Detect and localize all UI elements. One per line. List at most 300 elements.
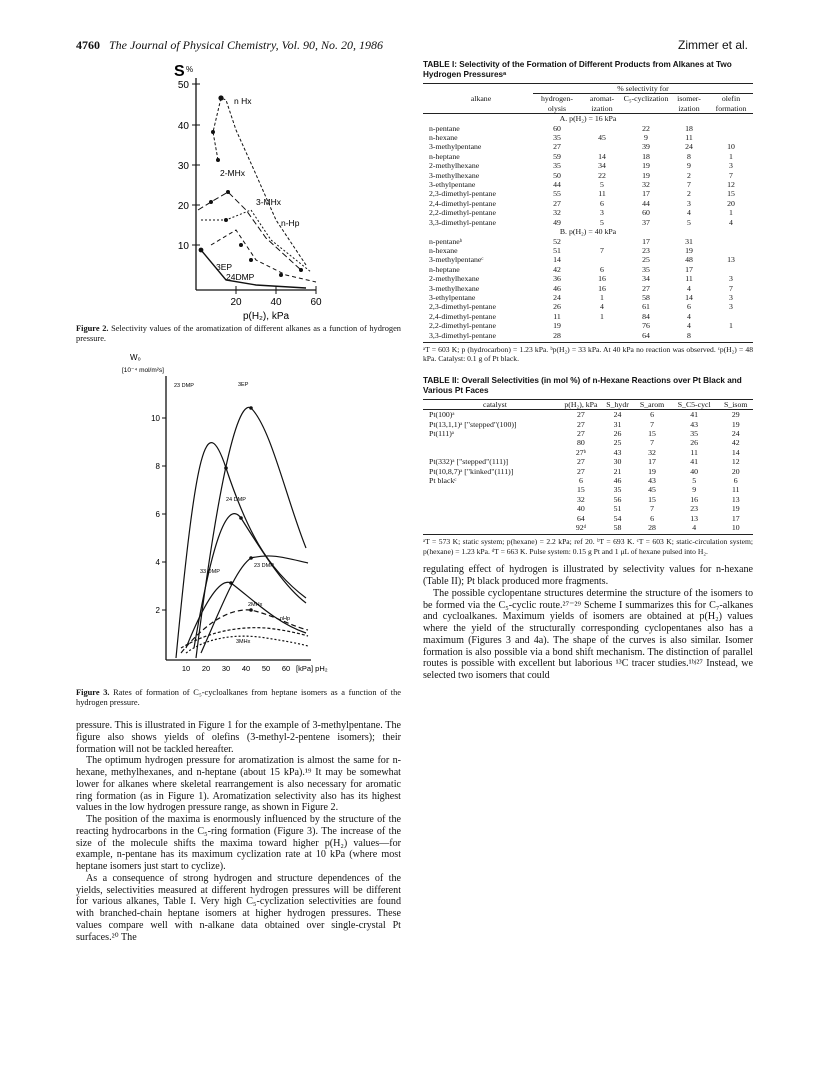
- table-cell: [423, 438, 561, 447]
- table-cell: 45: [648, 485, 656, 495]
- table-cell: 24: [731, 429, 740, 438]
- table-1-body: [423, 114, 753, 340]
- table-row: [423, 504, 753, 513]
- table-cell: 8: [687, 330, 691, 340]
- table-cell: 8: [687, 151, 691, 161]
- table-cell: 26: [690, 438, 699, 448]
- fig2-label: n Hx: [234, 96, 252, 106]
- table-cell: Pt(111)ᵃ: [429, 429, 454, 438]
- table-cell: 6: [687, 302, 691, 312]
- table-cell: 27: [553, 142, 561, 152]
- table-cell: 14: [685, 292, 693, 302]
- curve-2-methylhexane: [198, 192, 301, 270]
- table-2-footnote: ᵃT = 573 K; static system; p(hexane) = 2.2 kPa; ref 20. ᵇT = 693 K. ᶜT = 603 K; static-circulation system; p(hexane) = 1.23 kPa. ᵈT = 663 K. Pulse system: 0.15 g Pt and 1 μL of hexane pulsed into H₂.: [423, 534, 753, 556]
- table-cell: 42: [731, 438, 740, 448]
- fig3-label: nHp: [280, 616, 291, 622]
- table-1-header: isomer-ization: [677, 94, 701, 113]
- table-cell: 31: [613, 419, 622, 429]
- table-cell: 11: [685, 133, 693, 143]
- table-cell: 59: [553, 151, 561, 161]
- table-cell: 18: [642, 151, 650, 161]
- table-cell: 27: [577, 466, 585, 476]
- table-cell: 9: [692, 485, 697, 495]
- table-cell: 51: [553, 245, 561, 255]
- table-cell: 4: [692, 523, 697, 533]
- fig3-ylabel: W₀: [130, 353, 141, 362]
- fig2-ytick: 40: [177, 121, 189, 132]
- table-cell: [581, 331, 623, 340]
- table-cell: 6: [650, 410, 654, 420]
- table-row: [423, 199, 753, 208]
- table-cell: 4: [729, 217, 733, 227]
- table-cell: 35: [553, 161, 561, 171]
- table-cell: 17: [648, 457, 656, 467]
- table-1-header: C₅-cyclization: [623, 94, 669, 104]
- table-cell: 17: [642, 236, 650, 246]
- fig2-curve-labels: [216, 96, 300, 282]
- table-row: [423, 152, 753, 161]
- table-cell: 24: [685, 142, 693, 152]
- table-cell: n-heptane: [429, 151, 460, 161]
- table-cell: n-hexane: [429, 245, 458, 255]
- table-1-span-header: % selectivity for: [533, 84, 753, 94]
- fig2-label: 3EP: [216, 262, 233, 272]
- table-cell: 2: [687, 189, 691, 199]
- table-section-label: B. p(H₂) = 40 kPa: [559, 227, 617, 237]
- table-cell: 21: [613, 466, 622, 476]
- table-row: [423, 476, 753, 485]
- table-cell: 9: [644, 133, 648, 143]
- table-cell: 52: [553, 236, 561, 246]
- table-cell: 4: [687, 208, 691, 218]
- fig3-xtick: 40: [241, 664, 251, 673]
- table-cell: 92ᵈ: [575, 523, 587, 533]
- table-row: [423, 467, 753, 476]
- table-cell: 32: [577, 494, 585, 504]
- table-cell: 27: [577, 457, 585, 467]
- page-header: [76, 38, 748, 54]
- table-cell: 64: [577, 513, 585, 523]
- table-cell: 48: [685, 255, 693, 265]
- fig2-curves: [198, 98, 316, 288]
- fig2-xtick: 40: [270, 297, 282, 308]
- table-cell: 44: [642, 198, 650, 208]
- figure-2-plot: [76, 60, 401, 322]
- table-row: [423, 457, 753, 466]
- table-cell: 46: [613, 476, 622, 486]
- table-cell: 5: [687, 217, 691, 227]
- table-cell: 24: [613, 410, 622, 420]
- table-cell: 1: [600, 292, 604, 302]
- table-cell: 3: [729, 161, 733, 171]
- table-cell: 51: [613, 504, 622, 514]
- running-authors: Zimmer et al.: [677, 38, 748, 52]
- table-2-header: S_C5-cycl: [677, 399, 711, 409]
- table-row: [423, 189, 753, 198]
- fig3-xtick: 60: [281, 664, 291, 673]
- paragraph: As a consequence of strong hydrogen and structure dependences of the yields, selectivities measured at different hydrogen pressures will be different for various alkanes, Table I. Very high C₅-cyclization selectivities are found with branched-chain heptane isomers at higher hydrogen pressures. These values compare well with n-alkane data obtained over single-crystal Pt surfaces.²⁰ The: [76, 872, 401, 943]
- table-cell: 4: [687, 283, 691, 293]
- table-cell: 23: [642, 245, 650, 255]
- table-cell: 28: [648, 523, 656, 533]
- table-cell: 16: [598, 274, 606, 284]
- table-cell: 13: [731, 494, 740, 504]
- table-cell: 25: [613, 438, 622, 448]
- table-cell: 18: [685, 123, 693, 133]
- table-cell: 49: [553, 217, 561, 227]
- table-cell: [581, 321, 623, 330]
- table-1-title: TABLE I: Selectivity of the Formation of Different Products from Alkanes at Two Hydrogen Pressuresᵃ: [423, 60, 732, 79]
- table-cell: 7: [729, 283, 733, 293]
- table-cell: 17: [731, 513, 740, 523]
- table-cell: 2,4-dimethyl-pentane: [429, 311, 496, 321]
- table-cell: 6: [578, 476, 583, 486]
- table-cell: 11: [731, 485, 740, 495]
- fig2-ylabel: S: [174, 63, 185, 80]
- table-cell: 27: [553, 198, 561, 208]
- table-row: [423, 284, 753, 293]
- fig2-xtick: 60: [310, 297, 322, 308]
- table-cell: 4: [687, 311, 691, 321]
- table-cell: 35: [553, 133, 561, 143]
- table-1-header: hydrogen-olysis: [540, 94, 574, 113]
- table-cell: Pt(100)ᵃ: [429, 410, 455, 420]
- table-cell: 35: [613, 485, 622, 495]
- table-cell: [709, 265, 753, 274]
- table-cell: 17: [642, 189, 650, 199]
- left-body-text: [76, 720, 401, 943]
- table-row: [423, 274, 753, 283]
- table-cell: 23: [690, 504, 699, 514]
- table-2: [423, 399, 753, 533]
- table-cell: 41: [690, 457, 699, 467]
- table-cell: 15: [648, 429, 656, 438]
- table-cell: 32: [553, 208, 561, 218]
- fig3-ytick: 4: [155, 558, 160, 567]
- table-cell: 16: [598, 283, 606, 293]
- table-cell: [423, 504, 561, 513]
- table-cell: 3-methylpentaneᶜ: [429, 255, 484, 265]
- fig3-xtick: 30: [221, 664, 231, 673]
- fig2-label: 3-MHx: [256, 197, 282, 207]
- paragraph: regulating effect of hydrogen is illustrated by selectivity values for n-hexane (Table II); Pt black produced more fragments.: [423, 564, 753, 588]
- table-row: [423, 302, 753, 311]
- table-cell: 19: [685, 245, 693, 255]
- table-cell: n-pentane: [429, 123, 460, 133]
- fig3-points: [224, 406, 253, 612]
- table-cell: 34: [642, 274, 650, 284]
- table-cell: 43: [648, 476, 656, 486]
- table-cell: [709, 124, 753, 133]
- table-2-header: S_isom: [724, 399, 748, 409]
- table-1-header: olefin formation: [715, 94, 747, 113]
- table-2-header: S_arom: [639, 399, 665, 409]
- table-row: [423, 124, 753, 133]
- table-cell: 54: [613, 513, 622, 523]
- right-body-text: [423, 564, 753, 682]
- table-cell: [581, 124, 623, 133]
- table-row: [423, 495, 753, 504]
- fig2-label: n-Hp: [281, 218, 300, 228]
- table-cell: 7: [650, 419, 654, 429]
- table-cell: 7: [650, 438, 654, 448]
- table-cell: 3-methylhexane: [429, 283, 480, 293]
- table-cell: 13: [690, 513, 699, 523]
- fig3-label: 23 DMP: [174, 383, 194, 389]
- fig3-ytick: 2: [155, 606, 160, 615]
- table-2-body: [423, 410, 753, 533]
- fig2-ytick: 10: [177, 241, 189, 252]
- table-cell: 7: [687, 180, 691, 190]
- fig2-yunit: %: [186, 65, 194, 74]
- paragraph: The position of the maxima is enormously influenced by the structure of the reacting hydrocarbons in the C₅-ring formation (Figure 3). The increase of the size of the molecule shifts the maxima toward higher p(H₂) values—for example, n-pentane has its maximum cyclization rate at 10 kPa (where most heptane isomers just start to cyclize).: [76, 814, 401, 872]
- table-cell: 11: [598, 189, 606, 199]
- table-cell: 43: [613, 447, 622, 457]
- table-cell: 60: [642, 208, 650, 218]
- table-cell: [581, 142, 623, 151]
- figure-2: [76, 60, 401, 322]
- table-cell: 40: [577, 504, 585, 514]
- table-cell: 2,2-dimethyl-pentane: [429, 321, 496, 331]
- table-2-header: catalyst: [483, 399, 507, 409]
- table-cell: 76: [642, 321, 650, 331]
- table-row: [423, 208, 753, 217]
- table-row: [423, 255, 753, 264]
- table-cell: 15: [577, 485, 585, 495]
- table-cell: 13: [727, 255, 735, 265]
- table-cell: n-heptane: [429, 264, 460, 274]
- table-cell: 20: [727, 198, 735, 208]
- table-cell: [423, 495, 561, 504]
- table-cell: 15: [648, 494, 656, 504]
- table-cell: 19: [642, 161, 650, 171]
- table-cell: 24: [553, 292, 561, 302]
- table-cell: 60: [553, 123, 561, 133]
- table-row: [423, 420, 753, 429]
- table-cell: 1: [729, 151, 733, 161]
- table-row: [423, 429, 753, 438]
- table-cell: 3-methylhexane: [429, 170, 480, 180]
- table-cell: 5: [600, 180, 604, 190]
- table-cell: 3,3-dimethyl-pentane: [429, 330, 496, 340]
- table-cell: 16: [690, 494, 699, 504]
- table-cell: 22: [642, 123, 650, 133]
- table-cell: 44: [553, 180, 561, 190]
- table-cell: 1: [600, 311, 604, 321]
- table-cell: 26: [553, 302, 561, 312]
- table-cell: 2-methylhexane: [429, 161, 480, 171]
- paragraph: The optimum hydrogen pressure for aromatization is almost the same for n-hexane, methylhexanes, and n-heptane (about 15 kPa).¹⁹ It may be somewhat lower for alkanes where skeletal rearrangement is also necessary for aromatic ring formation (as in Figure 1). Aromatization selectivity also has its highest values in the low hydrogen pressure range, as shown in Figure 2.: [76, 755, 401, 814]
- table-cell: 11: [690, 447, 698, 457]
- table-cell: [709, 246, 753, 255]
- table-cell: [581, 255, 623, 264]
- table-cell: 7: [729, 170, 733, 180]
- fig3-caption-label: Figure 3.: [76, 688, 110, 697]
- table-2-header: p(H₂), kPa: [564, 399, 598, 409]
- table-cell: Pt(332)ᵃ ["stepped"(111)]: [429, 457, 509, 467]
- header-left: [76, 38, 383, 53]
- table-cell: 31: [685, 236, 693, 246]
- table-1-footnote: ᵃT = 603 K; p (hydrocarbon) = 1.23 kPa. ᵇp(H₂) = 33 kPa. At 40 kPa no reaction was observed. ᶜp(H₂) = 48 kPa. Catalyst: 0.1 g of Pt black.: [423, 342, 753, 364]
- table-cell: [423, 448, 561, 457]
- table-2-header: S_hydr: [606, 399, 629, 409]
- figure-3-plot: [76, 348, 401, 688]
- fig2-caption-label: Figure 2.: [76, 324, 109, 333]
- table-2-title: TABLE II: Overall Selectivities (in mol %) of n-Hexane Reactions over Pt Black and Various Pt Faces: [423, 375, 742, 395]
- left-column: [76, 60, 401, 943]
- table-cell: [709, 331, 753, 340]
- fig2-xticks: [230, 286, 322, 308]
- fig3-xtick: 20: [201, 664, 211, 673]
- table-cell: 46: [553, 283, 561, 293]
- table-cell: 17: [685, 264, 693, 274]
- fig3-ytick: 8: [155, 462, 160, 471]
- fig3-xunit: [kPa] pH₂: [296, 664, 328, 673]
- table-cell: 27: [577, 410, 585, 420]
- table-cell: 32: [642, 180, 650, 190]
- table-cell: 27: [577, 429, 585, 438]
- table-cell: 7: [650, 504, 654, 514]
- table-cell: n-hexane: [429, 133, 458, 143]
- table-row: [423, 133, 753, 142]
- table-cell: 5: [600, 217, 604, 227]
- table-cell: 10: [727, 142, 735, 152]
- table-row: [423, 246, 753, 255]
- table-cell: 19: [731, 419, 740, 429]
- table-cell: 27: [642, 283, 650, 293]
- table-cell: 56: [613, 494, 622, 504]
- table-cell: 42: [553, 264, 561, 274]
- table-cell: Pt(13,1,1)ᵃ ["stepped"(100)]: [429, 419, 517, 429]
- table-row: [423, 161, 753, 170]
- table-cell: 58: [642, 292, 650, 302]
- table-cell: 12: [731, 457, 740, 467]
- table-1-header: aromat-ization: [589, 94, 615, 113]
- table-cell: 4: [687, 321, 691, 331]
- table-cell: 27: [577, 419, 585, 429]
- table-cell: [423, 514, 561, 523]
- fig2-ytick: 50: [177, 80, 189, 91]
- table-cell: 12: [727, 180, 735, 190]
- table-cell: 2,4-dimethyl-pentane: [429, 198, 496, 208]
- table-cell: 35: [642, 264, 650, 274]
- table-row: [423, 448, 753, 457]
- table-cell: n-pentaneᵇ: [429, 236, 463, 246]
- table-row: [423, 410, 753, 420]
- table-cell: 50: [553, 170, 561, 180]
- table-cell: 3-methylpentane: [429, 142, 482, 152]
- table-cell: 30: [613, 457, 622, 467]
- table-cell: 2: [687, 170, 691, 180]
- table-cell: 26: [613, 429, 622, 438]
- fig2-caption-text: Selectivity values of the aromatization of different alkanes as a function of hydrogen pressure.: [76, 324, 401, 343]
- table-cell: 6: [600, 198, 604, 208]
- fig2-ytick: 20: [177, 201, 189, 212]
- table-cell: 5: [692, 476, 697, 486]
- fig3-label: 23 DMP: [254, 563, 274, 569]
- fig3-caption-text: Rates of formation of C₅-cycloalkanes from heptane isomers as a function of the hydrogen pressure.: [76, 688, 401, 707]
- table-cell: 3: [729, 292, 733, 302]
- table-row: [423, 265, 753, 274]
- figure-2-caption: [76, 324, 401, 344]
- table-cell: 2,2-dimethyl-pentane: [429, 208, 496, 218]
- table-cell: 40: [690, 466, 699, 476]
- table-cell: 14: [598, 151, 606, 161]
- table-cell: 2,3-dimethyl-pentane: [429, 189, 496, 199]
- table-cell: 19: [731, 504, 740, 514]
- table-cell: 19: [642, 170, 650, 180]
- table-cell: 3-ethylpentane: [429, 292, 476, 302]
- paragraph: pressure. This is illustrated in Figure 1 for the example of 3-methylpentane. The figure also shows yields of olefins (3-methyl-2-pentene isomers); their formation will not be tackled hereafter.: [76, 720, 401, 755]
- table-cell: 64: [642, 330, 650, 340]
- table-cell: 28: [553, 330, 561, 340]
- figure-3: [76, 348, 401, 688]
- table-cell: 20: [731, 466, 740, 476]
- table-cell: 6: [733, 476, 738, 486]
- table-cell: 11: [685, 274, 693, 284]
- fig3-label: 3EP: [238, 382, 249, 388]
- table-cell: 25: [642, 255, 650, 265]
- table-row: [423, 171, 753, 180]
- fig2-xlabel: p(H₂), kPa: [242, 311, 290, 322]
- table-cell: Pt blackᶜ: [429, 476, 457, 486]
- table-cell: Pt(10,8,7)ᵃ ["kinked"(111)]: [429, 466, 514, 476]
- table-cell: 14: [553, 255, 561, 265]
- table-cell: 10: [731, 523, 740, 533]
- table-row: [423, 331, 753, 340]
- table-cell: 1: [729, 321, 733, 331]
- table-cell: 19: [648, 466, 656, 476]
- table-cell: 41: [690, 410, 699, 420]
- table-cell: 34: [598, 161, 606, 171]
- table-cell: 36: [553, 274, 561, 284]
- table-cell: 45: [598, 133, 606, 143]
- table-cell: [423, 523, 561, 532]
- fig2-label: 2-MHx: [220, 168, 246, 178]
- paragraph: The possible cyclopentane structures determine the structure of the isomers to be formed via the C₅-cyclic route.²⁷⁻²⁹ Scheme I summarizes this for C₇-alkanes and cycloalkanes. Maximum yields of isomers are obtained at p(H₂) values where the yield of the structurally corresponding cyclopentanes also has a maximum (Figures 3 and 4a). The shape of the curves is also similar. Isomer formation is also possible via a bond shift mechanism. The distinction of parallel routes is possible with excellent but laborious ¹³C tracer studies.¹ᵇʲ²⁷ Instead, we selected two isomers that could: [423, 587, 753, 682]
- table-row: [423, 438, 753, 447]
- fig2-points: [199, 95, 303, 277]
- fig3-yticks: [151, 414, 166, 615]
- table-1: [423, 83, 753, 340]
- table-row: [423, 523, 753, 532]
- table-cell: 9: [687, 161, 691, 171]
- table-row: [423, 321, 753, 330]
- table-cell: 29: [731, 410, 740, 420]
- fig3-label: 24 DMP: [226, 497, 246, 503]
- table-cell: 3: [687, 198, 691, 208]
- table-cell: 6: [600, 264, 604, 274]
- table-cell: 43: [690, 419, 699, 429]
- table-cell: [423, 485, 561, 494]
- journal-citation: The Journal of Physical Chemistry, Vol. 90, No. 20, 1986: [109, 38, 383, 52]
- fig3-xtick: 10: [181, 664, 191, 673]
- table-cell: [709, 312, 753, 321]
- table-cell: 14: [731, 447, 740, 457]
- table-row: [423, 293, 753, 302]
- table-cell: 35: [690, 429, 699, 438]
- table-cell: 3: [729, 302, 733, 312]
- table-cell: 37: [642, 217, 650, 227]
- table-cell: 2-methylhexane: [429, 274, 480, 284]
- fig3-label: 3MHx: [236, 639, 251, 645]
- fig3-yunit: [10⁻⁴ mol/m²s]: [122, 367, 164, 374]
- table-cell: 80: [577, 438, 585, 448]
- table-section-label: A. p(H₂) = 16 kPa: [559, 114, 617, 124]
- table-row: [423, 237, 753, 246]
- table-cell: 32: [648, 447, 656, 457]
- table-row: [423, 142, 753, 151]
